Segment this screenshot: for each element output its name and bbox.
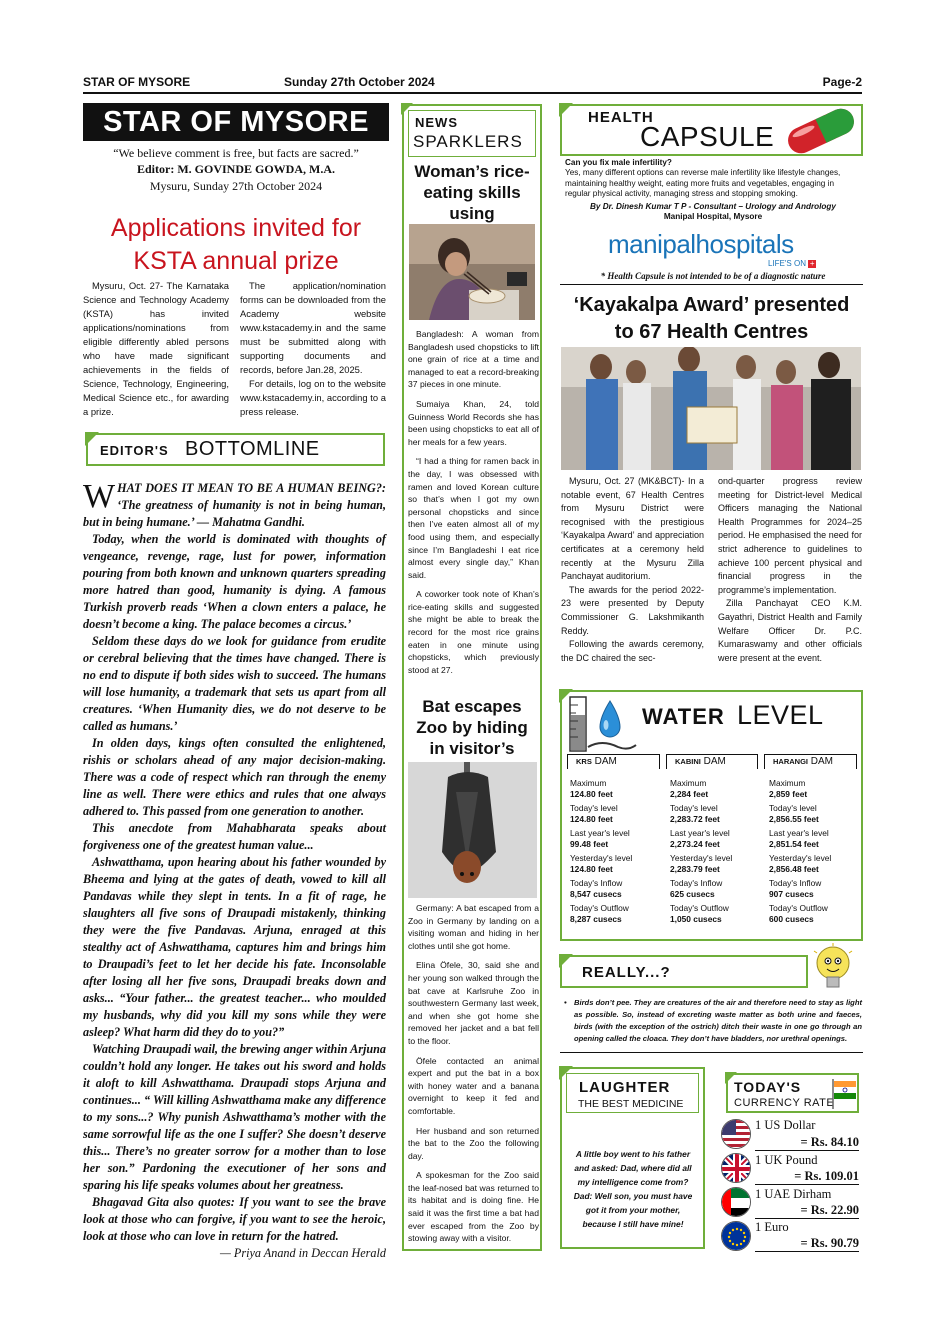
uk-flag-icon — [721, 1153, 751, 1183]
rice-paragraph: Bangladesh: A woman from Bangladesh used chopsticks to lift one grain of rice at a time and managed to eat a record-breaking 37 pieces in one minute. — [408, 329, 539, 390]
editorial-paragraph: In olden days, kings often consulted the enlightened, rishis or scholars ahead of any major decision-making. There was a code of respect which ran through the enemy line as well. There were ethics and rules that one always adhered to. This passed from one generation to another. — [83, 736, 386, 818]
news-label: NEWS — [415, 115, 458, 130]
kayakalpa-paragraph: Zilla Panchayat CEO K.M. Gayathri, District Health and Family Welfare Officer Dr. P.C. Kumaraswamy and other officials were present at the event. — [718, 598, 862, 663]
laughter-banner — [566, 1073, 699, 1113]
health-question: Can you fix male infertility? — [565, 158, 672, 167]
bottomline-label: BOTTOMLINE — [185, 438, 320, 460]
manipal-tagline-text: LIFE'S ON — [768, 259, 806, 268]
water-drop-icon — [566, 695, 638, 758]
kayakalpa-paragraph: ond-quarter progress review meeting for District-level Medical Officers managing the National Health Programmes for 2024–25 period. He emphasised the need for strict adherence to guidelines to achieve 100 percent physical and financial progress in the programme’s implementation. — [718, 476, 862, 595]
ksta-headline-line1: Applications invited for — [110, 214, 362, 242]
health-hospital: Manipal Hospital, Mysore — [663, 212, 763, 222]
editorial-text — [83, 480, 386, 1262]
harangi-readings — [769, 778, 861, 928]
dam-label: DAM — [703, 756, 726, 767]
reading-value: 2,284 feet — [670, 788, 709, 799]
kayakalpa-paragraph: Mysuru, Oct. 27 (MK&BCT)- In a notable event, 67 Health Centres from Mysuru District were recognised with the prestigious ‘Kayakalpa Award’ and appreciation certificates at a ceremony held recently at the Mysuru Zilla Panchayat auditorium. — [561, 476, 704, 582]
dam-label: DAM — [810, 756, 834, 767]
news-sparklers-column — [402, 104, 542, 1251]
todays-label: TODAY'S — [734, 1079, 802, 1095]
reading-value: 2,273.24 feet — [670, 838, 720, 849]
currency-rate-label: CURRENCY RATE — [734, 1097, 835, 1109]
reading-label: Today's level — [570, 803, 618, 813]
water-level-box — [560, 690, 863, 941]
header-rule — [83, 92, 862, 94]
editors-bottomline-banner — [86, 433, 385, 466]
header-paper-name: STAR OF MYSORE — [83, 75, 191, 89]
masthead-logo: STAR OF MYSORE — [83, 103, 389, 141]
bat-paragraph: Elina Öfele, 30, said she and her young son walked through the bat cave at Karlsruhe Zoo in southwestern Germany last week, and when she got home she removed her jacket and a bat fell to the floor. — [408, 960, 539, 1046]
currency-rate: = Rs. 90.79 — [755, 1236, 859, 1252]
reading-value: 99.48 feet — [570, 838, 609, 849]
krs-dam-tab — [567, 754, 660, 769]
reading-value: 2,856.48 feet — [769, 863, 819, 874]
award-ceremony-photo — [561, 347, 861, 470]
drop-cap: W — [83, 478, 116, 515]
editorial-paragraph: Today, when the world is dominated with thoughts of vengeance, revenge, rage, lust for power, information pouring from both known and unknown quarters spreading more hatred than good, humanity is dying. A famous Turkish proverb reads ‘When a clown enters a palace, he doesn’t become a king. The palace becomes a circus.’ — [83, 532, 386, 631]
reading-value: 2,851.54 feet — [769, 838, 819, 849]
reading-label: Maximum — [769, 778, 806, 788]
reading-label: Maximum — [670, 778, 707, 788]
bat-paragraph: A spokesman for the Zoo said the leaf-nosed bat was returned to its habitat and is doing fine. He said it was the first time a bat had ever escaped from the Zoo by stowing away with a visitor. — [408, 1170, 539, 1244]
bullet: • — [564, 998, 567, 1007]
kayakalpa-column-2 — [718, 475, 862, 665]
editorial-paragraph: Watching Draupadi wail, the brewing anger within Arjuna couldn’t hold any longer. He takes out his sword and holds it aloft to kill Ashwatthama. Draupadi stops Arjuna and continues... “ Will killing Ashwatthama make any difference to my sons...? Why punish Ashwatthama’s mother with the same sorrowful life as the one I suffer? She doesn’t deserve this... There’s no greater sorrow for a mother than to lose her son.” Pardoning the executioner of her sons and sparing his life speaks volumes about her greatness. — [83, 1042, 386, 1192]
currency-banner — [726, 1073, 859, 1113]
currency-rate: = Rs. 22.90 — [755, 1203, 859, 1219]
eu-flag-icon — [721, 1221, 751, 1251]
best-medicine-label: THE BEST MEDICINE — [578, 1098, 684, 1110]
really-fact-text: Birds don’t pee. They are creatures of the air and therefore need to stay as light as possible. So, instead of excreting waste matter as both urine and faeces, birds (with the exception of the ostrich) ditch their waste in one go through an opening called the cloaca. They don’t have bladders, nor urethral openings. — [574, 998, 862, 1043]
reading-value: 625 cusecs — [670, 888, 715, 899]
reading-value: 124.80 feet — [570, 863, 613, 874]
editorial-paragraph: Ashwatthama, upon hearing about his father wounded by Bheema and lying at the gates of death, vowed to kill all Pandavas while they slept in tents. In a fit of rage, he slaughters all five sons of Draupadi mistakenly, thinking they were the five Pandavas. Arjuna, enraged at this stealthy act of Ashwatthama, captures him and brings him to Draupadi’s feet to let her decide his fate. Inconsolable after losing all her five sons, Draupadi breaks down and asks... “Your father... the greatest teacher... who moulded my husbands, why did you kill my sons while they were asleep? What harm did they do to you?” — [83, 855, 386, 1039]
rice-story-body — [408, 328, 539, 683]
currency-rate: = Rs. 109.01 — [755, 1169, 859, 1185]
currency-rate: = Rs. 84.10 — [755, 1135, 859, 1151]
bat-paragraph: Her husband and son returned the bat to the Zoo the following day. — [408, 1125, 539, 1161]
harangi-dam-tab — [764, 754, 857, 769]
level-label: LEVEL — [737, 700, 824, 730]
kabini-readings — [670, 778, 762, 928]
ksta-paragraph: Mysuru, Oct. 27- The Karnataka Science and Technology Academy (KSTA) has invited applications/nominations from eligible differently abled persons who have made significant achievements in the fields of Science, Technology, Engineering, Medical Science etc., for awarding a prize. — [83, 280, 229, 417]
header-page-number: Page-2 — [822, 75, 862, 89]
bat-paragraph: Öfele contacted an animal expert and put the bat in a box with honey water and a banana overnight to keep it fed and comfortable. — [408, 1055, 539, 1116]
reading-label: Last year's level — [670, 828, 730, 838]
divider — [560, 284, 863, 285]
reading-value: 2,856.55 feet — [769, 813, 819, 824]
lightbulb-icon — [808, 943, 858, 1004]
pill-capsule-icon — [780, 108, 862, 159]
masthead-editor: Editor: M. GOVINDE GOWDA, M.A. — [137, 162, 335, 176]
ksta-column-2 — [240, 279, 386, 419]
ksta-paragraph: For details, log on to the website www.kstacademy.in, according to a press release. — [240, 378, 386, 417]
reading-value: 124.80 feet — [570, 813, 613, 824]
currency-name: 1 US Dollar — [755, 1118, 816, 1132]
krs-readings — [570, 778, 662, 928]
laughter-box — [560, 1067, 705, 1249]
editorial-byline: — Priya Anand in Deccan Herald — [220, 1246, 386, 1260]
reading-label: Today's Inflow — [570, 878, 623, 888]
really-fact — [562, 997, 862, 1045]
reading-label: Today's Inflow — [769, 878, 822, 888]
health-author: By Dr. Dinesh Kumar T P - Consultant – Urology and Andrology — [590, 202, 836, 212]
health-answer: Yes, many different options can reverse male infertility like lifestyle changes, maintaining healthy weight, eating more fruits and vegetables, engaging in regular physical activity, managing stress and stopping smoking. — [565, 168, 841, 198]
reading-label: Maximum — [570, 778, 607, 788]
reading-value: 8,547 cusecs — [570, 888, 622, 899]
divider — [560, 1052, 863, 1053]
reading-label: Today's Inflow — [670, 878, 723, 888]
header-date: Sunday 27th October 2024 — [284, 75, 435, 89]
manipal-tagline — [768, 259, 816, 268]
manipal-logo: manipalhospitals — [608, 229, 794, 259]
health-capsule-banner — [560, 104, 863, 156]
joke-text: A little boy went to his father and asked: Dad, where did all my intelligence come from? Dad: Well son, you must have got it from your mother, because I still have mine! — [573, 1149, 693, 1229]
reading-value: 2,859 feet — [769, 788, 808, 799]
reading-value: 2,283.72 feet — [670, 813, 720, 824]
dam-code: KABINI — [675, 757, 701, 766]
reading-label: Last year's level — [769, 828, 829, 838]
editorial-paragraph: Bhagavad Gita also quotes: If you want to see the brave look at those who can forgive, if you want to see the heroic, look at those who can love in return for the hatred. — [83, 1195, 386, 1243]
editorial-paragraph: Seldom these days do we look for guidance from erudite or cerebral believing that the times have changed. There is no end to dispute if both sides wish to succeed. The humans will lose humanity, a trademark that sets us apart from all creatures. ‘When Humanity dies, we do not deserve to be called as humans.’ — [83, 634, 386, 733]
dam-code: HARANGI — [773, 757, 808, 766]
editorial-paragraph: This anecdote from Mahabharata speaks about forgiveness one of the greatest human value... — [83, 821, 386, 852]
water-label: WATER — [642, 704, 725, 729]
bat-paragraph: Germany: A bat escaped from a Zoo in Germany by landing on a visiting woman and hiding in her clothes until she got home. — [408, 903, 539, 951]
dam-label: DAM — [594, 756, 617, 767]
reading-label: Today's level — [769, 803, 817, 813]
really-label: REALLY...? — [582, 964, 671, 981]
kabini-dam-tab — [666, 754, 758, 769]
ksta-headline — [83, 212, 389, 278]
rice-story-headline: Woman’s rice-eating skills using — [414, 162, 530, 223]
masthead-dateline: Mysuru, Sunday 27th October 2024 — [149, 179, 323, 193]
editorial-paragraph: HAT DOES IT MEAN TO BE A HUMAN BEING?: ‘The greatness of humanity is not in being human, but in being humane.’ — Mahatma Gandhi. — [83, 481, 386, 529]
reading-value: 907 cusecs — [769, 888, 814, 899]
ksta-headline-line2: KSTA annual prize — [133, 247, 339, 275]
reading-value: 2,283.79 feet — [670, 863, 720, 874]
dam-code: KRS — [576, 757, 592, 766]
capsule-label: CAPSULE — [640, 121, 775, 152]
rice-paragraph: Sumaiya Khan, 24, told Guinness World Records she has been using chopsticks to eat all of her meals for a few years. — [408, 398, 539, 447]
reading-label: Last year's level — [570, 828, 630, 838]
currency-name: 1 UAE Dirham — [755, 1187, 832, 1201]
reading-value: 8,287 cusecs — [570, 913, 622, 924]
kayakalpa-paragraph: The awards for the period 2022-23 were presented by Deputy Commissioner G. Lakshmikanth Reddy. — [561, 584, 704, 636]
rice-paragraph: “I had a thing for ramen back in the day, I was obsessed with ramen and loved Korean culture so that’s when I got my own personal chopsticks and since then I’ve eaten almost all of my food using them, and especially since I’m Bangladeshi I eat rice almost every single day,” Khan said. — [408, 456, 539, 580]
kayakalpa-column-1 — [561, 475, 704, 665]
news-sparklers-banner — [408, 110, 536, 157]
ksta-column-1 — [83, 279, 229, 419]
bat-photo — [408, 762, 537, 898]
health-capsule-text — [565, 158, 861, 223]
bat-story-body — [408, 902, 539, 1252]
reading-label: Today's Outflow — [769, 903, 828, 913]
rice-paragraph: A coworker took note of Khan’s rice-eating skills and suggested she might be able to break the record for the most rice grains eaten in one minute using chopsticks, which previously stood at 27. — [408, 589, 539, 675]
reading-label: Yesterday's level — [670, 853, 733, 863]
bat-story-headline: Bat escapes Zoo by hiding in visitor’s — [416, 697, 528, 758]
masthead-motto: “We believe comment is free, but facts are sacred.” — [113, 146, 359, 160]
kayakalpa-headline-line2: to 67 Health Centres — [614, 321, 809, 343]
reading-label: Today's Outflow — [670, 903, 729, 913]
editors-label: EDITOR'S — [100, 443, 169, 458]
reading-value: 600 cusecs — [769, 913, 814, 924]
ksta-paragraph: The application/nomination forms can be downloaded from the Academy website www.kstacademy.in and the same must be submitted along with supporting documents and records, before Jan.28, 2025. — [240, 280, 386, 375]
currency-name: 1 Euro — [755, 1220, 789, 1234]
health-label: HEALTH — [588, 109, 654, 126]
plus-icon: + — [809, 259, 815, 268]
reading-value: 124.80 feet — [570, 788, 613, 799]
kayakalpa-headline-line1: ‘Kayakalpa Award’ presented — [573, 294, 850, 316]
reading-label: Yesterday's level — [769, 853, 832, 863]
us-flag-icon — [721, 1119, 751, 1149]
laughter-label: LAUGHTER — [579, 1079, 671, 1096]
currency-name: 1 UK Pound — [755, 1153, 818, 1167]
india-flag-icon — [832, 1079, 856, 1114]
rice-chopsticks-photo — [409, 224, 535, 320]
reading-label: Yesterday's level — [570, 853, 633, 863]
uae-flag-icon — [721, 1187, 751, 1217]
really-banner — [560, 955, 808, 988]
reading-value: 1,050 cusecs — [670, 913, 722, 924]
kayakalpa-paragraph: Following the awards ceremony, the DC chaired the sec- — [561, 639, 704, 663]
reading-label: Today's Outflow — [570, 903, 629, 913]
health-disclaimer: * Health Capsule is not intended to be of a diagnostic nature — [600, 271, 826, 281]
reading-label: Today's level — [670, 803, 718, 813]
sparklers-label: SPARKLERS — [413, 132, 523, 151]
kayakalpa-headline — [560, 292, 863, 346]
